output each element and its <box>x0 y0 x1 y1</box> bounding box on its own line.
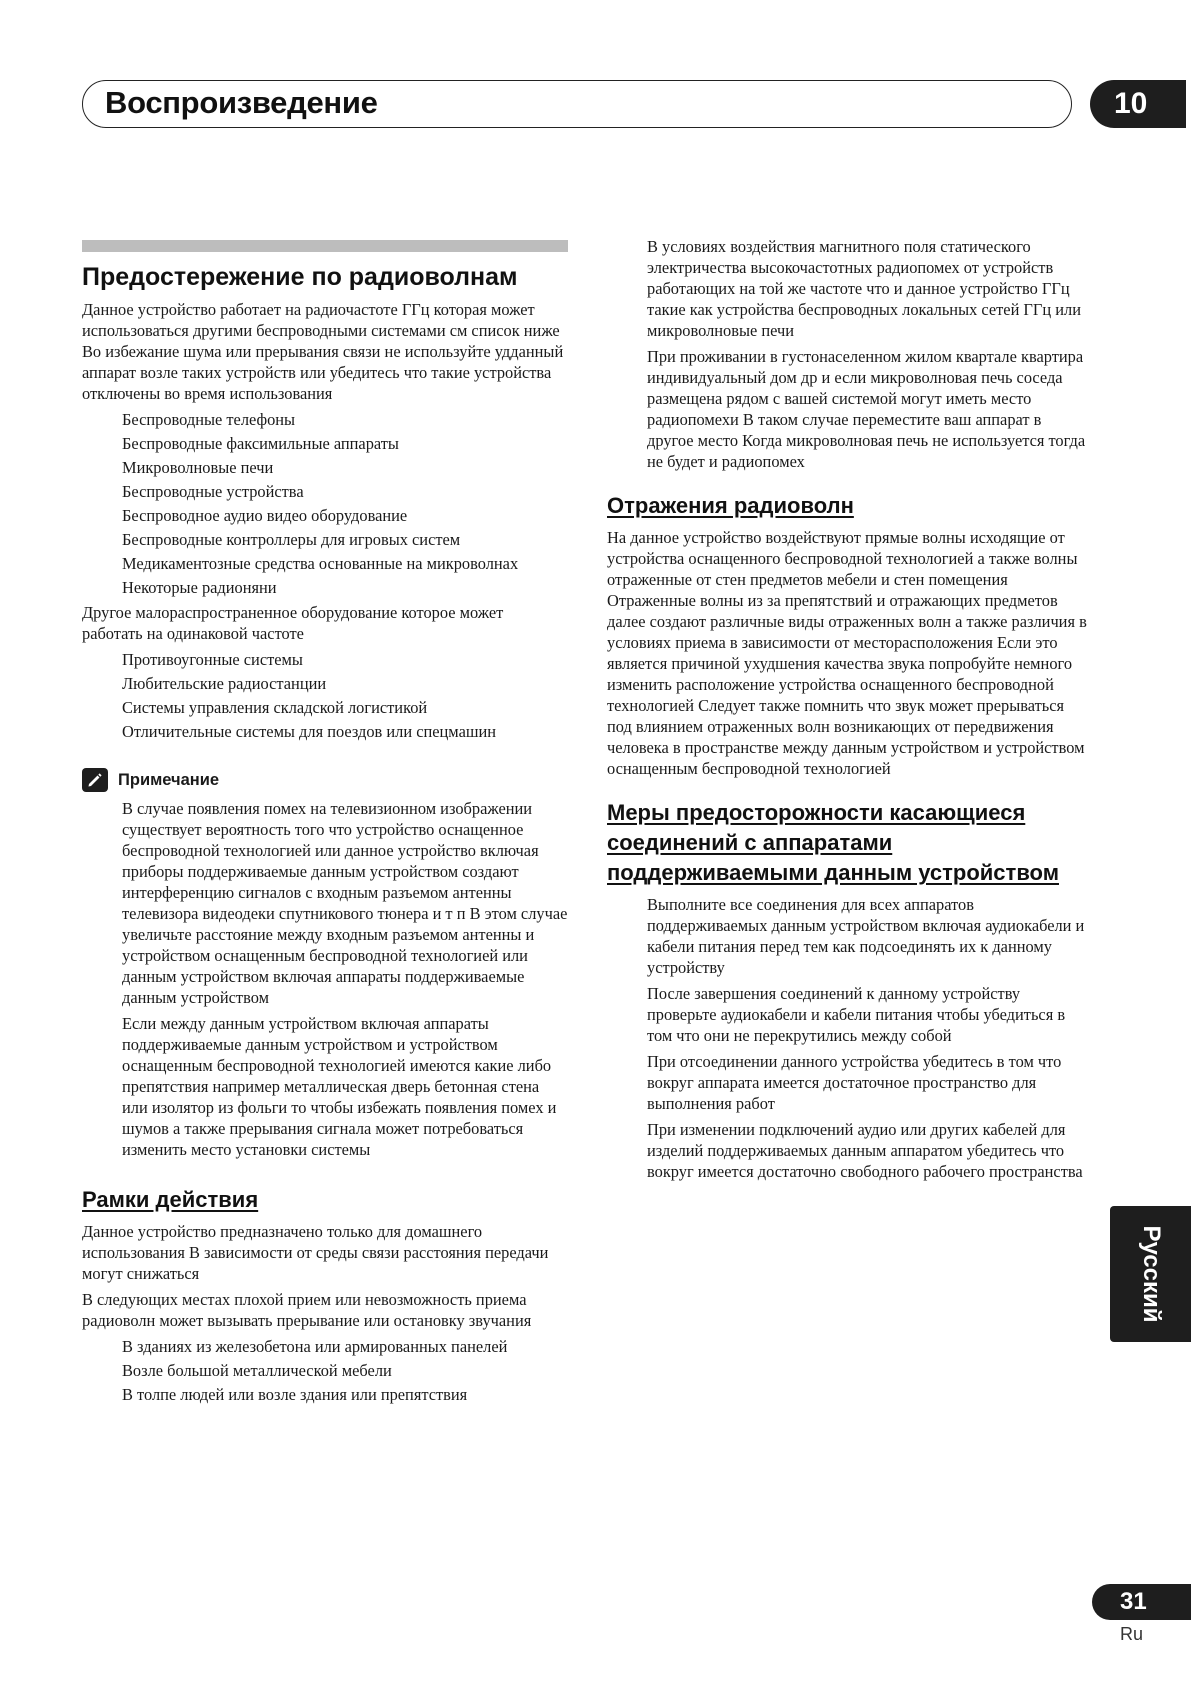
list-item: Медикаментозные средства основанные на микроволнах <box>122 554 519 573</box>
precaution-paragraph: После завершения соединений к данному устройству проверьте аудиокабели и кабели питания чтобы убедиться в том что они не перекрутились между собой <box>647 984 1066 1045</box>
list-item: В зданиях из железобетона или армированных панелей <box>122 1337 508 1356</box>
list-item: Беспроводные телефоны <box>122 410 296 429</box>
reflection-paragraph: На данное устройство воздействуют прямые волны исходящие от устройства оснащенного беспроводной технологией а также волны отраженные от стен предметов мебели и стен помещения Отраженные волны из за препятствий и отражающих предметов далее создают различные виды отраженных волн а также различия в условиях приема в зависимости от месторасположения Если это является причиной ухудшения качества звука попробуйте немного изменить расположение устройства оснащенного беспроводной технологией Следует также помнить что звук может прерываться под влиянием отраженных волн возникающих от передвижения человека в пространстве между данным устройством и устройством оснащенным беспроводной технологией <box>607 528 1087 778</box>
list-item: Беспроводное аудио видео оборудование <box>122 506 408 525</box>
interference-paragraph: При проживании в густонаселенном жилом квартале квартира индивидуальный дом др и если микроволновая печь соседа размещена рядом с вашей системой могут иметь место радиопомехи В таком случае переместите ваш аппарат в другое место Когда микроволновая печь не используется тогда не будет и радиопомех <box>647 347 1086 471</box>
list-item: Некоторые радионяни <box>122 578 277 597</box>
other-equipment-paragraph: Другое малораспространенное оборудование которое может работать на одинаковой частоте <box>82 603 504 643</box>
list-item: Отличительные системы для поездов или спецмашин <box>122 722 497 741</box>
note-paragraph: Если между данным устройством включая аппараты поддерживаемые данным устройством и устройством оснащенным беспроводной технологией имеются какие либо препятствия например металлическая дверь бетонная стена или изолятор из фольги то чтобы избежать появления помех и шумов а также прерывания сигнала может потребоваться изменить место установки системы <box>122 1014 557 1159</box>
list-item: Беспроводные контроллеры для игровых систем <box>122 530 461 549</box>
right-column <box>607 236 1089 1187</box>
note-title: Примечание <box>118 770 220 789</box>
other-device-list <box>82 649 568 742</box>
pencil-note-icon <box>82 768 108 792</box>
precaution-paragraph: Выполните все соединения для всех аппаратов поддерживаемых данным устройством включая аудиокабели и кабели питания перед тем как подсоединять их к данному устройству <box>647 895 1085 977</box>
list-item: Возле большой металлической мебели <box>122 1361 392 1380</box>
page-number-badge: 31 <box>1092 1584 1191 1620</box>
note-paragraph: В случае появления помех на телевизионном изображении существует вероятность того что устройство оснащенное беспроводной технологией или данное устройство включая приборы поддерживаемые данным устройством создают интерференцию сигналов с входным разъемом антенны телевизора видеодеки спутникового тюнера и т п В этом случае увеличьте расстояние между входным разъемом антенны и устройством оснащенным беспроводной технологией или данным устройством включая аппараты поддерживаемые данным устройством <box>122 799 568 1007</box>
range-places-list <box>82 1336 568 1405</box>
list-item: Беспроводные устройства <box>122 482 304 501</box>
chapter-header <box>82 80 1072 128</box>
precaution-paragraph: При изменении подключений аудио или других кабелей для изделий поддерживаемых данным аппаратом убедитесь что вокруг имеется достаточно свободного рабочего пространства <box>647 1120 1083 1181</box>
list-item: Любительские радиостанции <box>122 674 327 693</box>
range-title: Рамки действия <box>82 1187 259 1212</box>
language-tab-label: Русский <box>1137 1225 1165 1323</box>
list-item: В толпе людей или возле здания или препятствия <box>122 1385 468 1404</box>
radio-intro-paragraph: Данное устройство работает на радиочастоте ГГц которая может использоваться другими беспроводными системами см список ниже Во избежание шума или прерывания связи не используйте удданный аппарат возле таких устройств или убедитесь что такие устройства отключены во время использования <box>82 300 564 403</box>
range-paragraph: В следующих местах плохой прием или невозможность приема радиоволн может вызывать прерывание или остановку звучания <box>82 1290 532 1330</box>
precautions-title: Меры предосторожности касающиеся соединений с аппаратами поддерживаемыми данным устройством <box>607 800 1059 885</box>
chapter-number-badge: 10 <box>1090 80 1186 128</box>
list-item: Микроволновые печи <box>122 458 274 477</box>
precaution-paragraph: При отсоединении данного устройства убедитесь в том что вокруг аппарата имеется достаточное пространство для выполнения работ <box>647 1052 1062 1113</box>
reflection-title: Отражения радиоволн <box>607 493 854 518</box>
list-item: Системы управления складской логистикой <box>122 698 428 717</box>
range-paragraph: Данное устройство предназначено только для домашнего использования В зависимости от среды связи расстояния передачи могут снижаться <box>82 1222 549 1283</box>
note-header <box>82 768 568 792</box>
section-divider-bar <box>82 240 568 252</box>
section-title-radio-warning: Предостережение по радиоволнам <box>82 263 518 291</box>
list-item: Беспроводные факсимильные аппараты <box>122 434 399 453</box>
device-list <box>82 409 568 598</box>
chapter-title: Воспроизведение <box>105 85 378 120</box>
list-item: Противоугонные системы <box>122 650 303 669</box>
language-tab <box>1110 1206 1191 1342</box>
page-language-code: Ru <box>1120 1624 1144 1644</box>
left-column <box>82 240 568 1409</box>
interference-paragraph: В условиях воздействия магнитного поля статического электричества высокочастотных радиопомех от устройств работающих на той же частоте что и данное устройство ГГц такие как устройства беспроводных локальных сетей ГГц или микроволновые печи <box>647 237 1081 340</box>
